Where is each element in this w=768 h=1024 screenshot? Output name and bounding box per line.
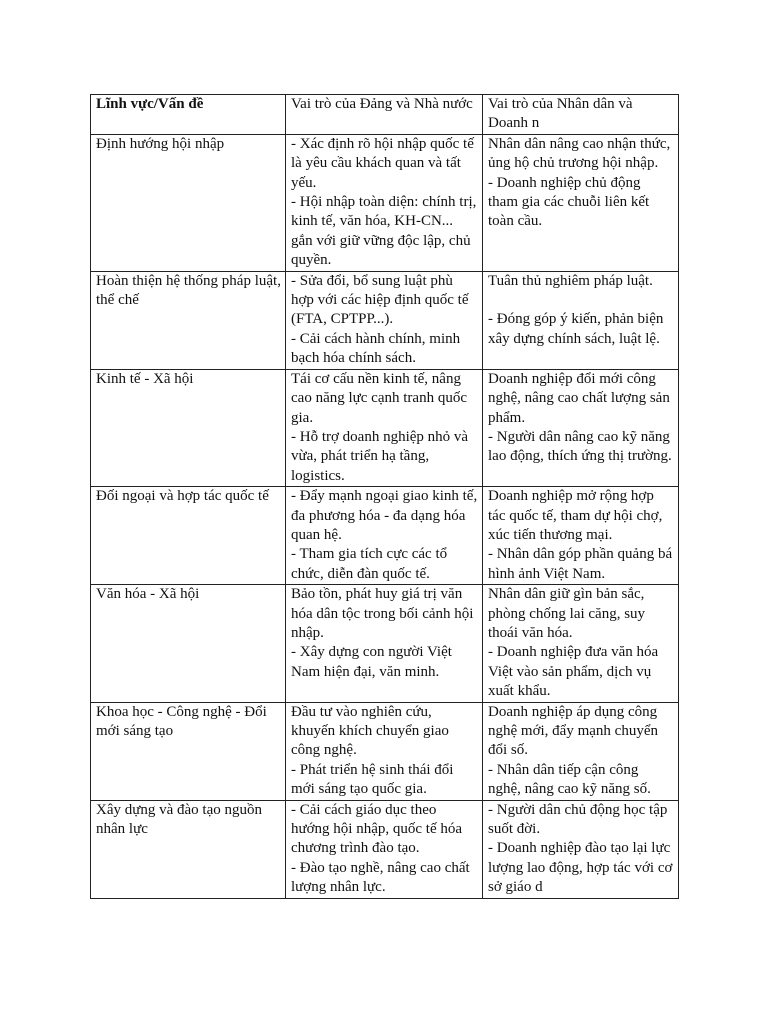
- table-row: [91, 271, 679, 369]
- cell-line: - Đẩy mạnh ngoại giao kinh tế, đa phương hóa - đa dạng hóa quan hệ.: [291, 488, 481, 543]
- cell-line: - Đào tạo nghề, nâng cao chất lượng nhân lực.: [291, 859, 474, 896]
- cell-line: - Cải cách hành chính, minh bạch hóa chính sách.: [291, 330, 464, 367]
- people-role-cell: [483, 585, 679, 702]
- table-row: [91, 369, 679, 486]
- cell-line: Tuân thủ nghiêm pháp luật.: [488, 272, 653, 289]
- cell-line: - Hội nhập toàn diện: chính trị, kinh tế, văn hóa, KH-CN... gắn với giữ vững độc lập, chủ quyền.: [291, 194, 481, 269]
- people-role-cell: [483, 369, 679, 486]
- state-role-cell: [286, 369, 483, 486]
- cell-line: - Tham gia tích cực các tổ chức, diễn đàn quốc tế.: [291, 546, 451, 582]
- people-role-cell: [483, 487, 679, 585]
- people-role-cell: [483, 702, 679, 800]
- cell-line: - Nhân dân tiếp cận công nghệ, nâng cao kỹ năng số.: [488, 761, 651, 798]
- table-row: [91, 134, 679, 271]
- header-state-role: Vai trò của Đảng và Nhà nước: [286, 95, 483, 135]
- cell-line: - Xây dựng con người Việt Nam hiện đại, văn minh.: [291, 644, 456, 680]
- table-header-row: [91, 95, 679, 135]
- cell-line: Đầu tư vào nghiên cứu, khuyến khích chuyển giao công nghệ.: [291, 703, 453, 759]
- state-role-cell: [286, 800, 483, 898]
- area-cell: Đối ngoại và hợp tác quốc tế: [91, 487, 286, 585]
- table-row: [91, 800, 679, 898]
- blank-line: [488, 291, 674, 310]
- cell-line: - Nhân dân góp phần quảng bá hình ảnh Việt Nam.: [488, 546, 676, 582]
- cell-line: - Doanh nghiệp đào tạo lại lực lượng lao động, hợp tác với cơ sở giáo d: [488, 840, 677, 896]
- table-row: [91, 585, 679, 702]
- cell-line: - Người dân chủ động học tập suốt đời.: [488, 801, 672, 838]
- area-cell: Kinh tế - Xã hội: [91, 369, 286, 486]
- people-role-cell: [483, 800, 679, 898]
- cell-line: Doanh nghiệp mở rộng hợp tác quốc tế, tham dự hội chợ, xúc tiến thương mại.: [488, 488, 667, 543]
- cell-line: Bảo tồn, phát huy giá trị văn hóa dân tộc trong bối cảnh hội nhập.: [291, 586, 478, 641]
- area-cell: Định hướng hội nhập: [91, 134, 286, 271]
- table-row: [91, 487, 679, 585]
- area-cell: Khoa học - Công nghệ - Đổi mới sáng tạo: [91, 702, 286, 800]
- cell-line: - Đóng góp ý kiến, phản biện xây dựng chính sách, luật lệ.: [488, 311, 668, 347]
- cell-line: - Doanh nghiệp chủ động tham gia các chuỗi liên kết toàn cầu.: [488, 174, 653, 230]
- table-row: [91, 702, 679, 800]
- area-cell: Hoàn thiện hệ thống pháp luật, thể chế: [91, 271, 286, 369]
- cell-line: - Người dân nâng cao kỹ năng lao động, thích ứng thị trường.: [488, 428, 674, 465]
- header-people-role: Vai trò của Nhân dân và Doanh n: [483, 95, 679, 135]
- table-body: [91, 134, 679, 898]
- cell-line: - Phát triển hệ sinh thái đổi mới sáng tạo quốc gia.: [291, 761, 458, 798]
- cell-line: - Sửa đổi, bổ sung luật phù hợp với các hiệp định quốc tế (FTA, CPTPP...).: [291, 272, 473, 328]
- area-cell: Xây dựng và đào tạo nguồn nhân lực: [91, 800, 286, 898]
- cell-line: - Doanh nghiệp đưa văn hóa Việt vào sản phẩm, dịch vụ xuất khẩu.: [488, 644, 662, 700]
- state-role-cell: [286, 702, 483, 800]
- cell-line: - Cải cách giáo dục theo hướng hội nhập, quốc tế hóa chương trình đào tạo.: [291, 801, 466, 857]
- people-role-cell: [483, 271, 679, 369]
- header-area: Lĩnh vực/Vấn đề: [91, 95, 286, 135]
- cell-line: - Hỗ trợ doanh nghiệp nhỏ và vừa, phát triển hạ tầng, logistics.: [291, 428, 472, 484]
- area-cell: Văn hóa - Xã hội: [91, 585, 286, 702]
- state-role-cell: [286, 271, 483, 369]
- state-role-cell: [286, 487, 483, 585]
- cell-line: Nhân dân giữ gìn bản sắc, phòng chống lai căng, suy thoái văn hóa.: [488, 586, 649, 641]
- people-role-cell: [483, 134, 679, 271]
- cell-line: Doanh nghiệp áp dụng công nghệ mới, đẩy mạnh chuyển đổi số.: [488, 703, 662, 759]
- cell-line: Nhân dân nâng cao nhận thức, ủng hộ chủ trương hội nhập.: [488, 135, 674, 172]
- cell-line: Tái cơ cấu nền kinh tế, nâng cao năng lực cạnh tranh quốc gia.: [291, 370, 471, 426]
- roles-table: [90, 94, 679, 899]
- state-role-cell: [286, 585, 483, 702]
- cell-line: - Xác định rõ hội nhập quốc tế là yêu cầu khách quan và tất yếu.: [291, 135, 478, 191]
- state-role-cell: [286, 134, 483, 271]
- cell-line: Doanh nghiệp đổi mới công nghệ, nâng cao chất lượng sản phẩm.: [488, 370, 674, 426]
